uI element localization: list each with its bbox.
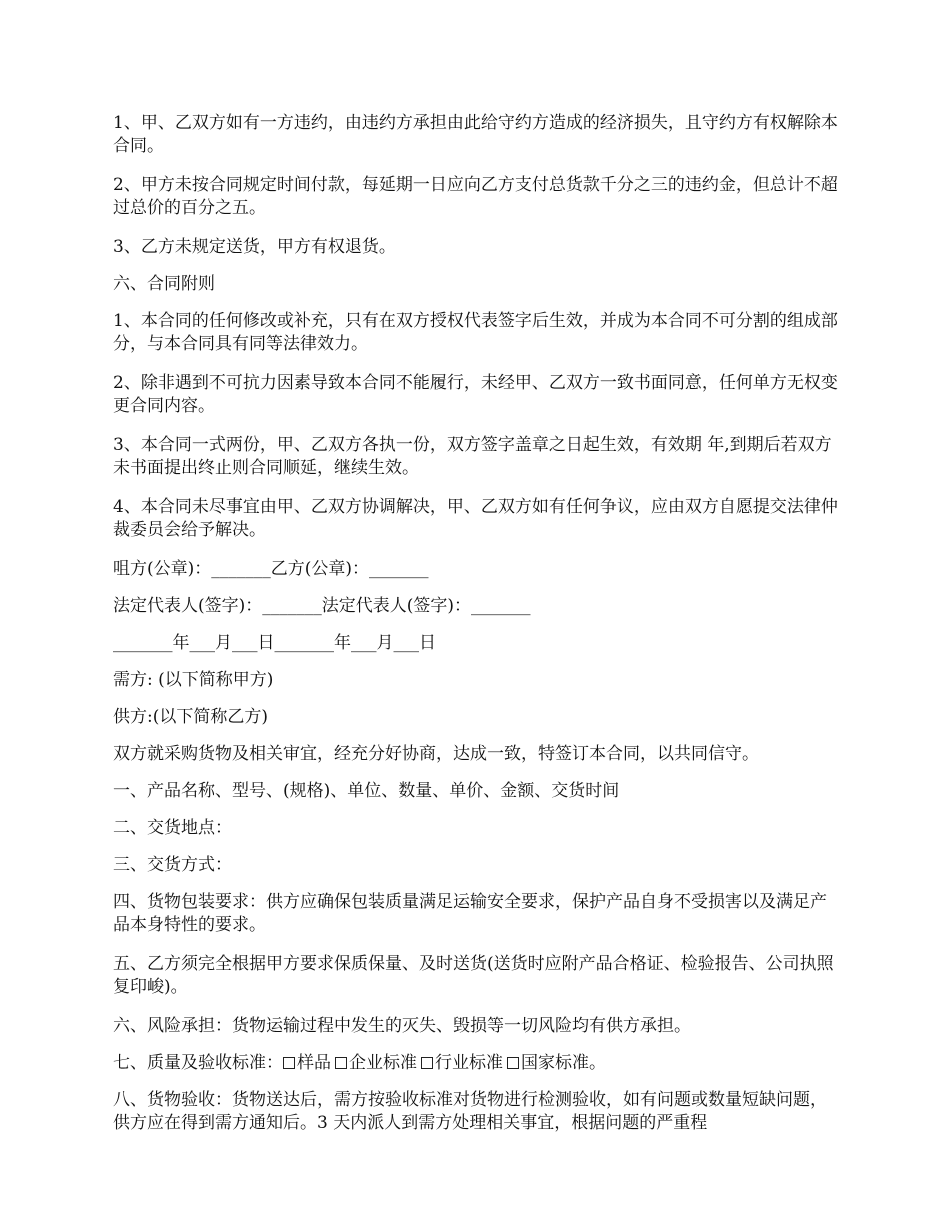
item-7-quality-standard xyxy=(113,1052,843,1075)
checkbox-national-standard[interactable] xyxy=(507,1057,519,1069)
supplementary-clause-1: 1、本合同的任何修改或补充，只有在双方授权代表签字后生效，并成为本合同不可分割的组成部分，与本合同具有同等法律效力。 xyxy=(113,311,838,354)
supplier-line: 供方:(以下简称乙方) xyxy=(113,707,268,727)
item-5-delivery-quality: 五、乙方须完全根据甲方要求保质保量、及时送货(送货时应附产品合格证、检验报告、公司执照复印峻)。 xyxy=(113,954,834,997)
preamble: 双方就采购货物及相关审宜，经充分好协商，达成一致，特签订本合同，以共同信守。 xyxy=(113,744,759,764)
breach-clause-1: 1、甲、乙双方如有一方违约，由违约方承担由此给守约方造成的经济损失，且守约方有权解除本合同。 xyxy=(113,113,838,156)
contract-body xyxy=(113,112,843,1149)
buyer-line: 需方: (以下简称甲方) xyxy=(113,670,274,690)
checkbox-industry-standard[interactable] xyxy=(421,1057,433,1069)
option-national-label: 国家标准。 xyxy=(521,1053,606,1073)
section-heading-supplementary: 六、合同附则 xyxy=(113,274,215,294)
supplementary-clause-2: 2、除非遇到不可抗力因素导致本合同不能履行，未经甲、乙双方一致书面同意，任何单方无权变更合同内容。 xyxy=(113,373,838,416)
signature-date-line: _______年___月___日_______年___月___日 xyxy=(113,633,436,653)
checkbox-sample[interactable] xyxy=(283,1057,295,1069)
supplementary-clause-4: 4、本合同未尽事宜由甲、乙双方协调解决，甲、乙双方如有任何争议，应由双方自愿提交法律仲裁委员会给予解决。 xyxy=(113,497,838,540)
breach-clause-3: 3、乙方未规定送货，甲方有权退货。 xyxy=(113,237,396,257)
option-sample-label: 样品 xyxy=(297,1053,331,1073)
option-industry-label: 行业标准 xyxy=(435,1053,503,1073)
item-6-risk: 六、风险承担：货物运输过程中发生的灭失、毁损等一切风险均有供方承担。 xyxy=(113,1016,691,1036)
signature-seal-line: 咀方(公章)：_______乙方(公章)：_______ xyxy=(113,559,429,579)
item-8-acceptance: 八、货物验收：货物送达后，需方按验收标准对货物进行检测验收，如有问题或数量短缺问题，供方应在得到需方通知后。3 天内派人到需方处理相关事宜，根据问题的严重程 xyxy=(113,1090,827,1133)
supplementary-clause-3: 3、本合同一式两份，甲、乙双方各执一份，双方签字盖章之日起生效，有效期 年,到期后若双方未书面提出终止则合同顺延，继续生效。 xyxy=(113,435,832,478)
item-3-delivery-method: 三、交货方式： xyxy=(113,855,232,875)
quality-standard-lead: 七、质量及验收标准： xyxy=(113,1053,283,1073)
signature-representative-line: 法定代表人(签字)：_______法定代表人(签字)：_______ xyxy=(113,596,531,616)
item-4-packaging: 四、货物包装要求：供方应确保包装质量满足运输安全要求，保护产品自身不受损害以及满足产品本身特性的要求。 xyxy=(113,892,827,935)
item-1-product: 一、产品名称、型号、(规格)、单位、数量、单价、金额、交货时间 xyxy=(113,781,620,801)
option-enterprise-label: 企业标准 xyxy=(349,1053,417,1073)
breach-clause-2: 2、甲方未按合同规定时间付款，每延期一日应向乙方支付总货款千分之三的违约金，但总计不超过总价的百分之五。 xyxy=(113,175,838,218)
checkbox-enterprise-standard[interactable] xyxy=(335,1057,347,1069)
item-2-delivery-place: 二、交货地点： xyxy=(113,818,232,838)
